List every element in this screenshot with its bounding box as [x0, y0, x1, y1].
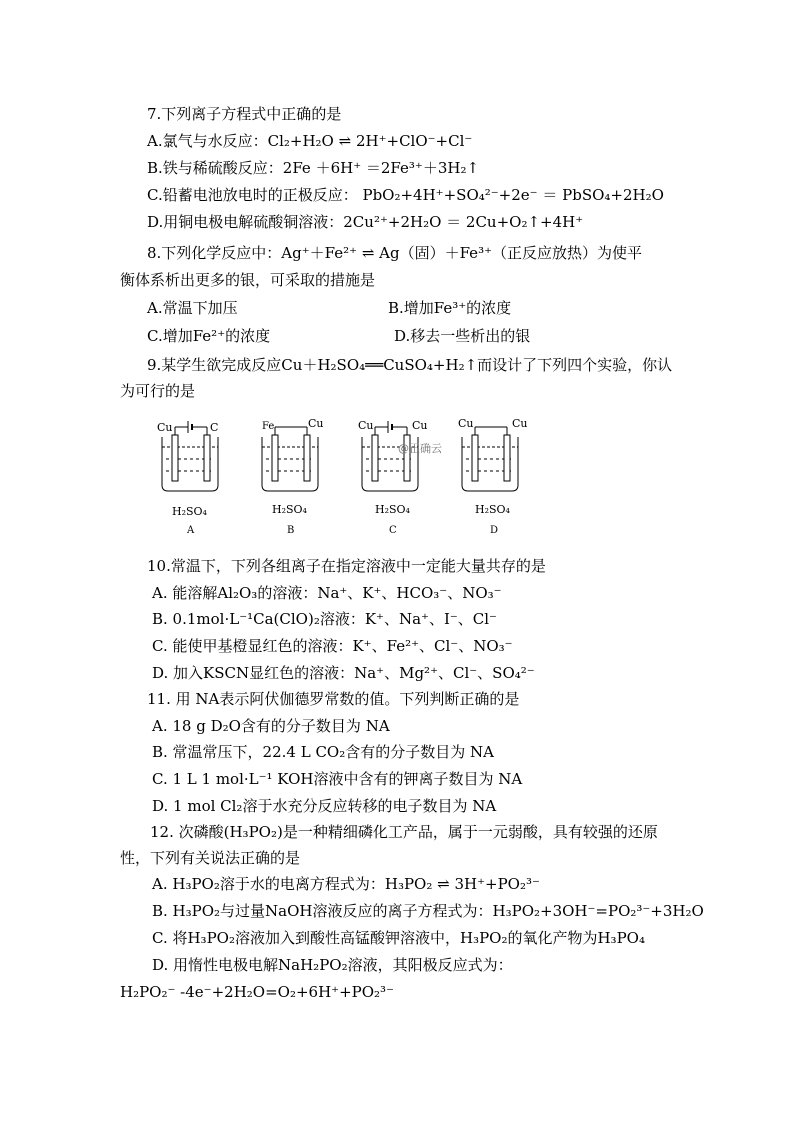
- q8-stem-line1: 8.下列化学反应中：Ag⁺＋Fe²⁺ ⇌ Ag（固）＋Fe³⁺（正反应放热）为使平: [147, 244, 642, 262]
- beaker-a-solution: H₂SO₄: [172, 505, 207, 518]
- q8-option-a: A.常温下加压: [147, 299, 238, 317]
- beaker-b-solution: H₂SO₄: [272, 503, 307, 516]
- q12-option-b: B. H₃PO₂与过量NaOH溶液反应的离子方程式为：H₃PO₂+3OH⁻=PO₂³⁻+3H₂O: [152, 902, 704, 920]
- q8-option-c: C.增加Fe²⁺的浓度: [147, 327, 271, 345]
- q8-option-b: B.增加Fe³⁺的浓度: [388, 299, 512, 317]
- q12-option-d: D. 用惰性电极电解NaH₂PO₂溶液，其阳极反应式为：: [152, 956, 513, 974]
- beaker-d-letter: D: [490, 525, 499, 536]
- electrolysis-apparatus-figure: [150, 415, 550, 540]
- q8-stem-line2: 衡体系析出更多的银，可采取的措施是: [120, 271, 376, 289]
- q11-option-a: A. 18 g D₂O含有的分子数目为 NA: [152, 717, 390, 735]
- q7-stem: 7.下列离子方程式中正确的是: [147, 105, 342, 123]
- q12-stem-line1: 12. 次磷酸(H₃PO₂)是一种精细磷化工产品，属于一元弱酸，具有较强的还原: [150, 823, 658, 841]
- q11-option-c: C. 1 L 1 mol·L⁻¹ KOH溶液中含有的钾离子数目为 NA: [152, 770, 523, 788]
- beaker-d: [462, 427, 518, 491]
- q10-option-a: A. 能溶解Al₂O₃的溶液：Na⁺、K⁺、HCO₃⁻、NO₃⁻: [152, 584, 502, 602]
- beaker-d-solution: H₂SO₄: [475, 503, 510, 516]
- q12-option-c: C. 将H₃PO₂溶液加入到酸性高锰酸钾溶液中，H₃PO₂的氧化产物为H₃PO₄: [152, 929, 645, 947]
- beaker-a-left-label: Cu: [157, 421, 173, 434]
- beaker-c-solution: H₂SO₄: [375, 503, 410, 516]
- beaker-d-left-label: Cu: [458, 417, 474, 430]
- beaker-b-letter: B: [287, 525, 295, 536]
- q7-option-b: B.铁与稀硫酸反应：2Fe ＋6H⁺ ＝2Fe³⁺＋3H₂↑: [147, 159, 480, 177]
- q12-stem-line2: 性，下列有关说法正确的是: [120, 849, 301, 867]
- watermark: @正确云: [398, 442, 442, 455]
- beaker-c-left-label: Cu: [358, 419, 374, 432]
- beaker-c-right-label: Cu: [412, 419, 428, 432]
- beaker-d-right-label: Cu: [512, 417, 528, 430]
- q9-stem-line1: 9.某学生欲完成反应Cu＋H₂SO₄══CuSO₄+H₂↑而设计了下列四个实验，你认: [147, 356, 673, 374]
- beaker-a-right-label: C: [210, 421, 219, 434]
- q10-option-b: B. 0.1mol·L⁻¹Ca(ClO)₂溶液：K⁺、Na⁺、I⁻、Cl⁻: [152, 610, 497, 628]
- q11-option-d: D. 1 mol Cl₂溶于水充分反应转移的电子数目为 NA: [152, 797, 497, 815]
- beaker-c-letter: C: [389, 525, 397, 536]
- beaker-b-right-label: Cu: [308, 417, 324, 430]
- q7-option-c: C.铅蓄电池放电时的正极反应： PbO₂+4H⁺+SO₄²⁻+2e⁻ ＝ PbSO₄+2H₂O: [147, 186, 664, 204]
- beaker-a-letter: A: [187, 525, 195, 536]
- q8-option-d: D.移去一些析出的银: [394, 327, 531, 345]
- q7-option-a: A.氯气与水反应：Cl₂+H₂O ⇌ 2H⁺+ClO⁻+Cl⁻: [147, 132, 473, 150]
- q11-stem: 11. 用 NA表示阿伏伽德罗常数的值。下列判断正确的是: [147, 690, 520, 708]
- q12-option-d-equation: H₂PO₂⁻ -4e⁻+2H₂O=O₂+6H⁺+PO₂³⁻: [120, 983, 394, 1001]
- q10-option-c: C. 能使甲基橙显红色的溶液：K⁺、Fe²⁺、Cl⁻、NO₃⁻: [152, 637, 513, 655]
- beaker-b-left-label: Fe: [262, 421, 275, 432]
- q9-stem-line2: 为可行的是: [120, 382, 196, 400]
- q7-option-d: D.用铜电极电解硫酸铜溶液：2Cu²⁺+2H₂O ＝ 2Cu+O₂↑+4H⁺: [147, 213, 584, 231]
- q12-option-a: A. H₃PO₂溶于水的电离方程式为：H₃PO₂ ⇌ 3H⁺+PO₂³⁻: [152, 875, 540, 893]
- q10-option-d: D. 加入KSCN显红色的溶液：Na⁺、Mg²⁺、Cl⁻、SO₄²⁻: [152, 664, 535, 682]
- q11-option-b: B. 常温常压下，22.4 L CO₂含有的分子数目为 NA: [152, 743, 494, 761]
- q10-stem: 10.常温下，下列各组离子在指定溶液中一定能大量共存的是: [147, 557, 546, 575]
- beaker-b: [262, 427, 318, 491]
